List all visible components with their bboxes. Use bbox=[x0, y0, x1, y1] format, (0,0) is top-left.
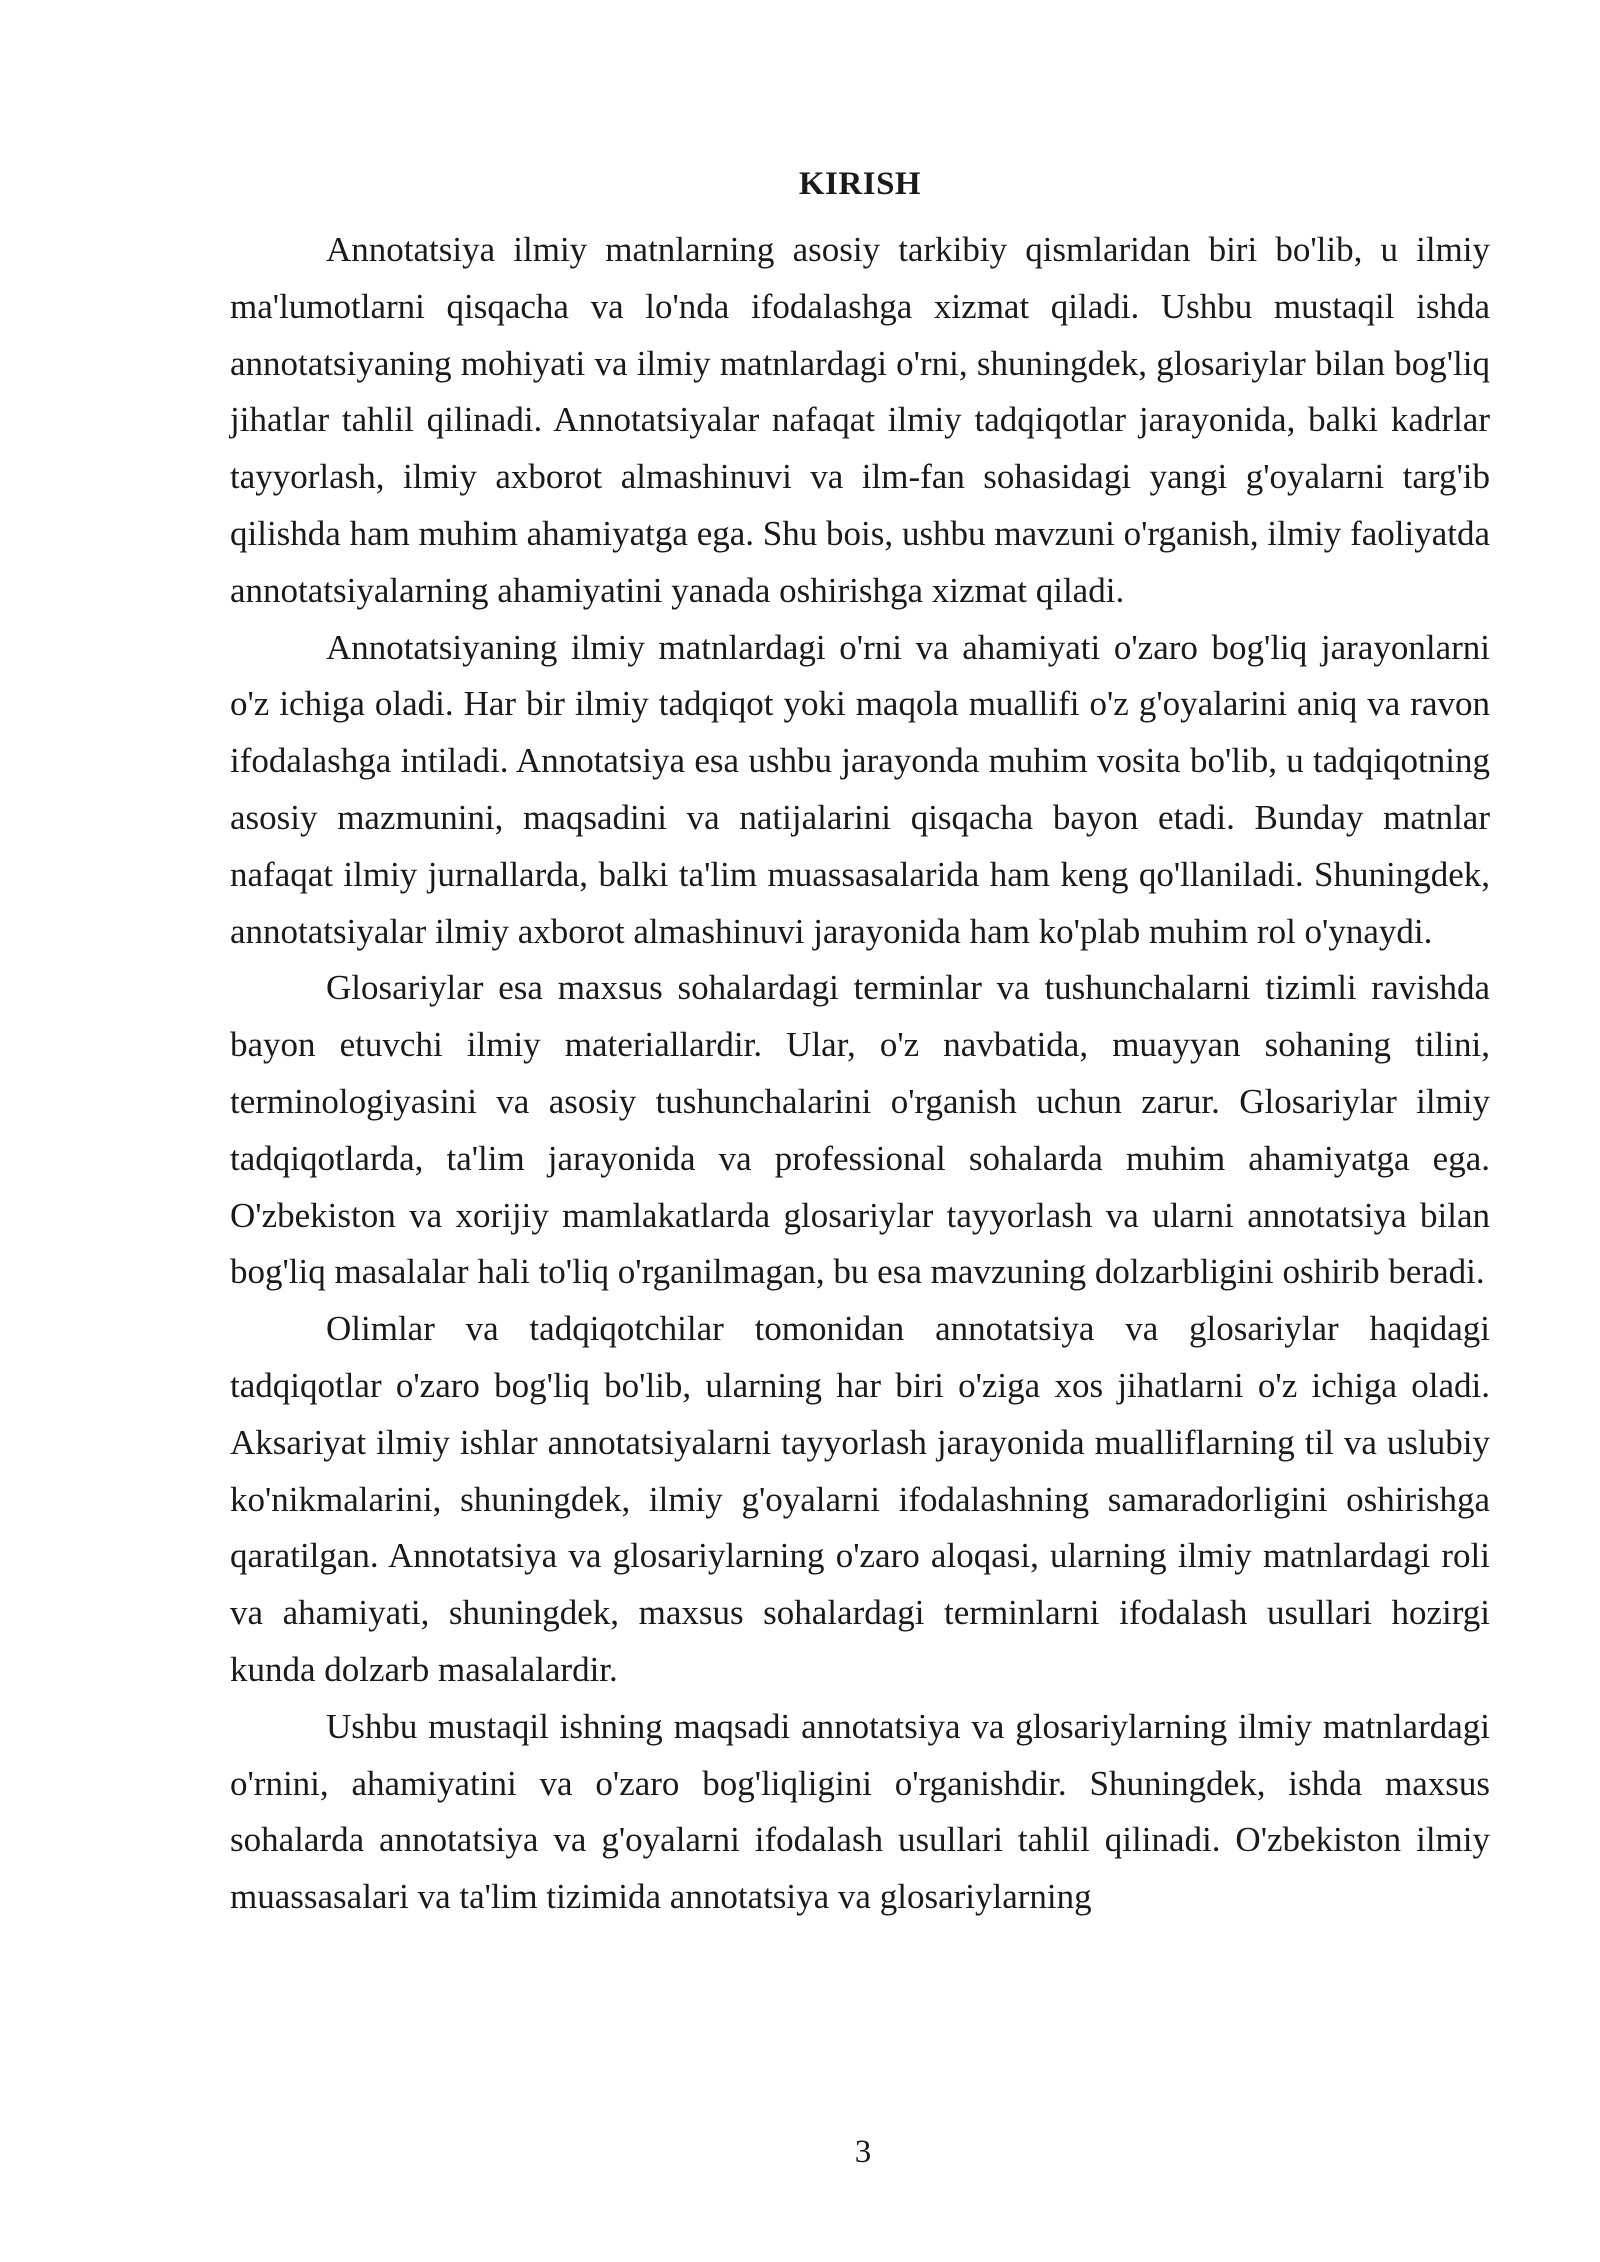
body-paragraph-5: Ushbu mustaqil ishning maqsadi annotatsiya va glosariylarning ilmiy matnlardagi o'rnini, ahamiyatini va o'zaro bog'liqligini o'rganishdir. Shuningdek, ishda maxsus sohalarda annotatsiya va g'oyalarni ifodalash usullari tahlil qilinadi. O'zbekiston ilmiy muassasalari va ta'lim tizimida annotatsiya va glosariylarning bbox=[230, 1706, 1490, 1917]
page-number-footer bbox=[0, 2132, 1600, 2172]
body-paragraph-1: Annotatsiya ilmiy matnlarning asosiy tarkibiy qismlaridan biri bo'lib, u ilmiy ma'lumotlarni qisqacha va lo'nda ifodalashga xizmat qiladi. Ushbu mustaqil ishda annotatsiyaning mohiyati va ilmiy matnlardagi o'rni, shuningdek, glosariylar bilan bog'liq jihatlar tahlil qilinadi. Annotatsiyalar nafaqat ilmiy tadqiqotlar jarayonida, balki kadrlar tayyorlash, ilmiy axborot almashinuvi va ilm-fan sohasidagi yangi g'oyalarni targ'ib qilishda ham muhim ahamiyatga ega. Shu bois, ushbu mavzuni o'rganish, ilmiy faoliyatda annotatsiyalarning ahamiyatini yanada oshirishga xizmat qiladi. bbox=[230, 230, 1490, 610]
body-paragraph-2: Annotatsiyaning ilmiy matnlardagi o'rni va ahamiyati o'zaro bog'liq jarayonlarni o'z ichiga oladi. Har bir ilmiy tadqiqot yoki maqola muallifi o'z g'oyalarini aniq va ravon ifodalashga intiladi. Annotatsiya esa ushbu jarayonda muhim vosita bo'lib, u tadqiqotning asosiy mazmunini, maqsadini va natijalarini qisqacha bayon etadi. Bunday matnlar nafaqat ilmiy jurnallarda, balki ta'lim muassasalarida ham keng qo'llaniladi. Shuningdek, annotatsiyalar ilmiy axborot almashinuvi jarayonida ham ko'plab muhim rol o'ynaydi. bbox=[230, 627, 1490, 951]
page-title: KIRISH bbox=[798, 166, 922, 202]
body-paragraph-3: Glosariylar esa maxsus sohalardagi terminlar va tushunchalarni tizimli ravishda bayon etuvchi ilmiy materiallardir. Ular, o'z navbatida, muayyan sohaning tilini, terminologiyasini va asosiy tushunchalarini o'rganish uchun zarur. Glosariylar ilmiy tadqiqotlarda, ta'lim jarayonida va professional sohalarda muhim ahamiyatga ega. O'zbekiston va xorijiy mamlakatlarda glosariylar tayyorlash va ularni annotatsiya bilan bog'liq masalalar hali to'liq o'rganilmagan, bu esa mavzuning dolzarbligini oshirib beradi. bbox=[230, 968, 1490, 1292]
body-paragraph-4: Olimlar va tadqiqotchilar tomonidan annotatsiya va glosariylar haqidagi tadqiqotlar o'zaro bog'liq bo'lib, ularning har biri o'ziga xos jihatlarni o'z ichiga oladi. Aksariyat ilmiy ishlar annotatsiyalarni tayyorlash jarayonida mualliflarning til va uslubiy ko'nikmalarini, shuningdek, ilmiy g'oyalarni ifodalashning samaradorligini oshirishga qaratilgan. Annotatsiya va glosariylarning o'zaro aloqasi, ularning ilmiy matnlardagi roli va ahamiyati, shuningdek, maxsus sohalardagi terminlarni ifodalash usullari hozirgi kunda dolzarb masalalardir. bbox=[230, 1309, 1490, 1689]
page-number: 3 bbox=[854, 2134, 872, 2170]
document-page bbox=[230, 160, 1490, 1926]
